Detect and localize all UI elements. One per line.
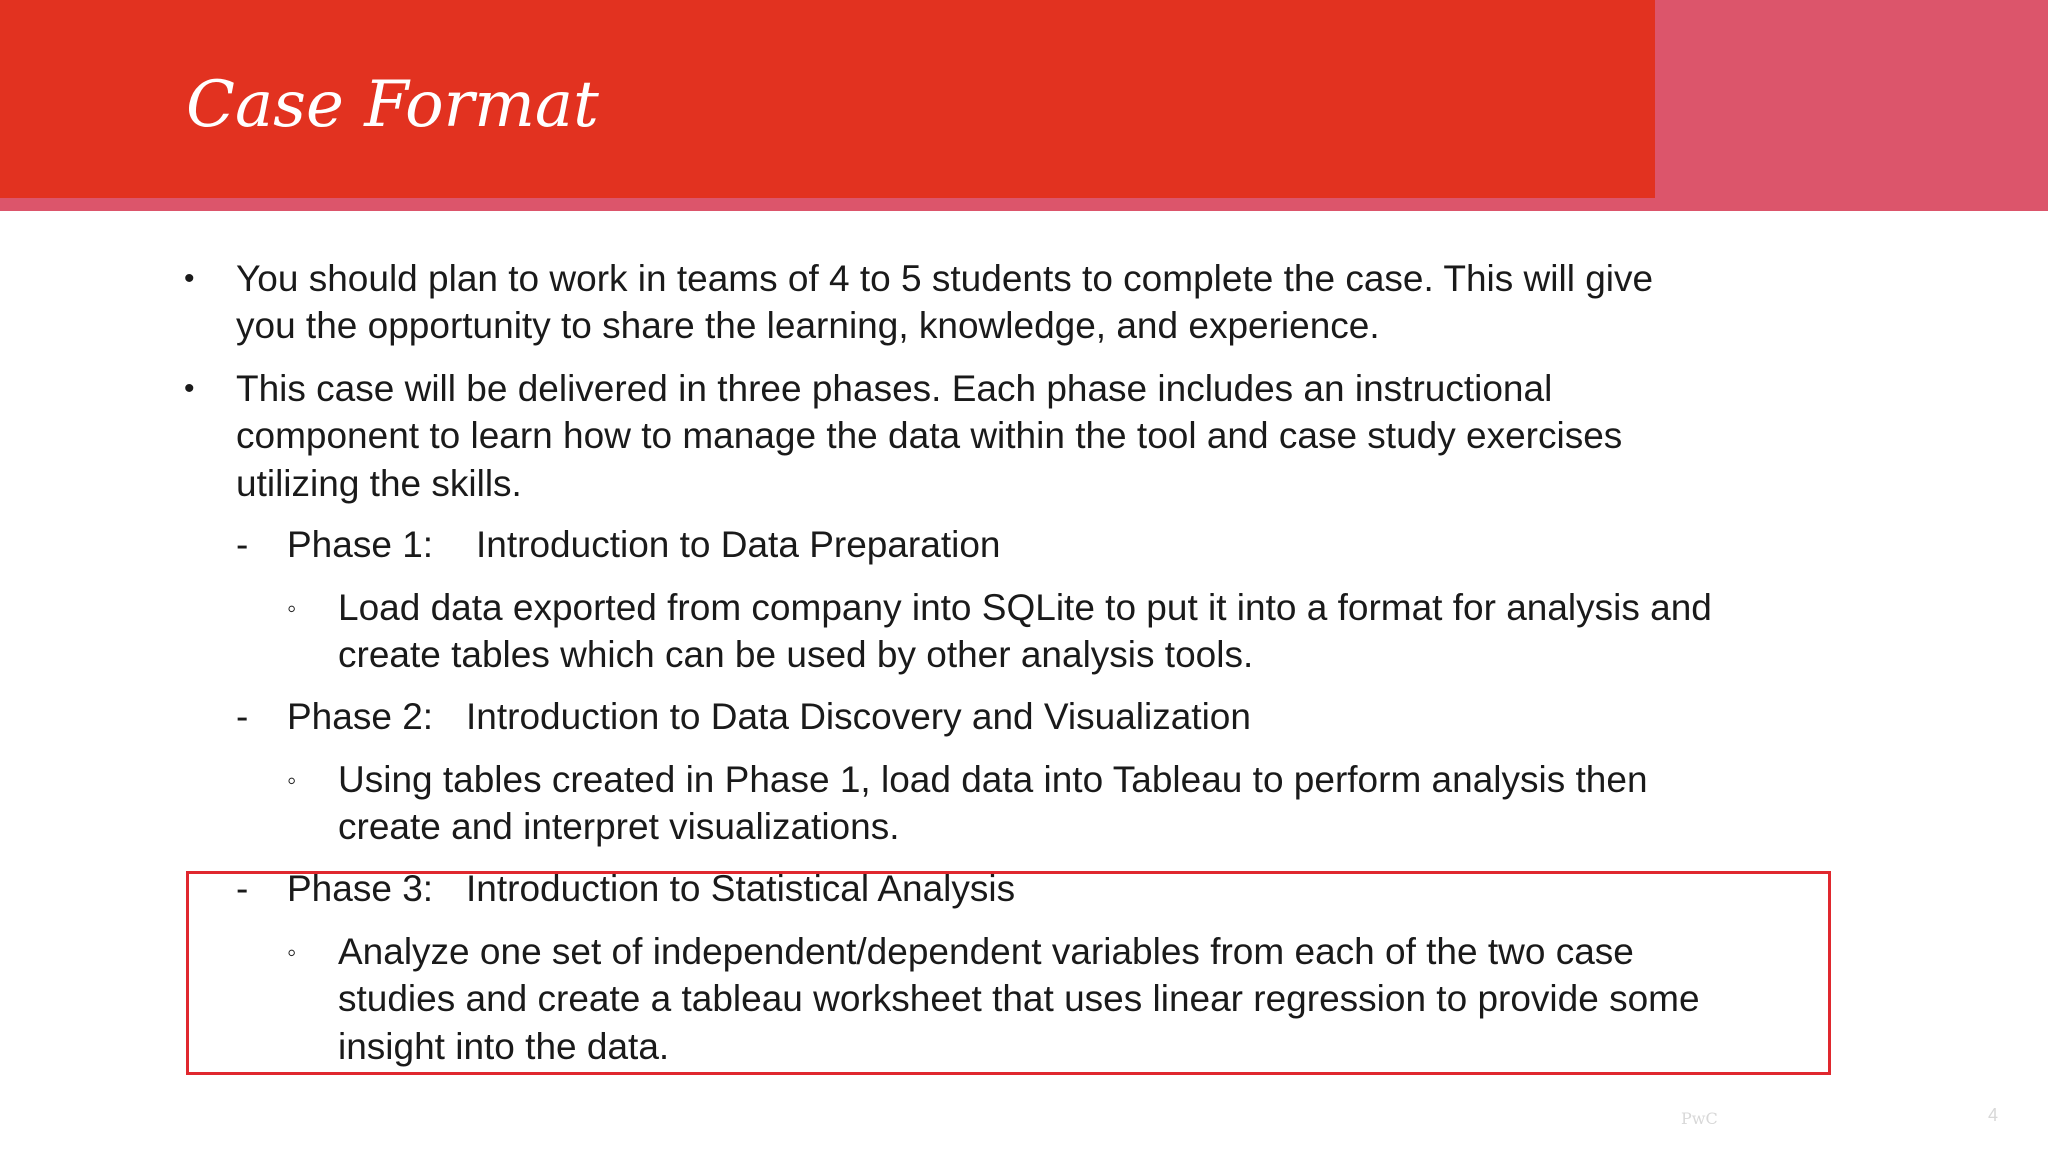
bullet-marker: •: [184, 262, 195, 295]
phase-2-detail-line-1: Using tables created in Phase 1, load data into Tableau to perform analysis then: [338, 759, 1648, 800]
phase-3-name: Introduction to Statistical Analysis: [466, 868, 1016, 909]
bullet-2-line-2: component to learn how to manage the data within the tool and case study exercises: [236, 415, 1623, 456]
bullet-1-line-1: You should plan to work in teams of 4 to 5 students to complete the case. This will give: [236, 258, 1654, 299]
slide-title: Case Format: [186, 68, 599, 142]
bullet-1-line-2: you the opportunity to share the learning, knowledge, and experience.: [236, 305, 1380, 346]
phase-3-detail-line-2: studies and create a tableau worksheet that uses linear regression to provide some: [338, 978, 1700, 1019]
phase-3-detail-line-3: insight into the data.: [338, 1026, 670, 1067]
ring-marker: ◦: [287, 765, 297, 795]
phase-1-name: Introduction to Data Preparation: [476, 524, 1001, 565]
bullet-2-line-1: This case will be delivered in three phases. Each phase includes an instructional: [236, 368, 1553, 409]
dash-marker: -: [236, 696, 249, 737]
phase-1-detail-line-2: create tables which can be used by other analysis tools.: [338, 634, 1254, 675]
bullet-2-line-3: utilizing the skills.: [236, 463, 522, 504]
phase-2-label: Phase 2:: [287, 696, 434, 737]
page-number: 4: [1988, 1105, 1999, 1125]
footer-brand: PwC: [1681, 1109, 1718, 1128]
dash-marker: -: [236, 524, 249, 565]
phase-3-detail-line-1: Analyze one set of independent/dependent variables from each of the two case: [338, 931, 1634, 972]
bullet-marker: •: [184, 372, 195, 405]
dash-marker: -: [236, 868, 249, 909]
phase-3-label: Phase 3:: [287, 868, 434, 909]
ring-marker: ◦: [287, 937, 297, 967]
ring-marker: ◦: [287, 593, 297, 623]
phase-1-detail-line-1: Load data exported from company into SQLite to put it into a format for analysis and: [338, 587, 1712, 628]
phase-2-name: Introduction to Data Discovery and Visualization: [466, 696, 1251, 737]
phase-2-detail-line-2: create and interpret visualizations.: [338, 806, 900, 847]
phase-1-label: Phase 1:: [287, 524, 434, 565]
